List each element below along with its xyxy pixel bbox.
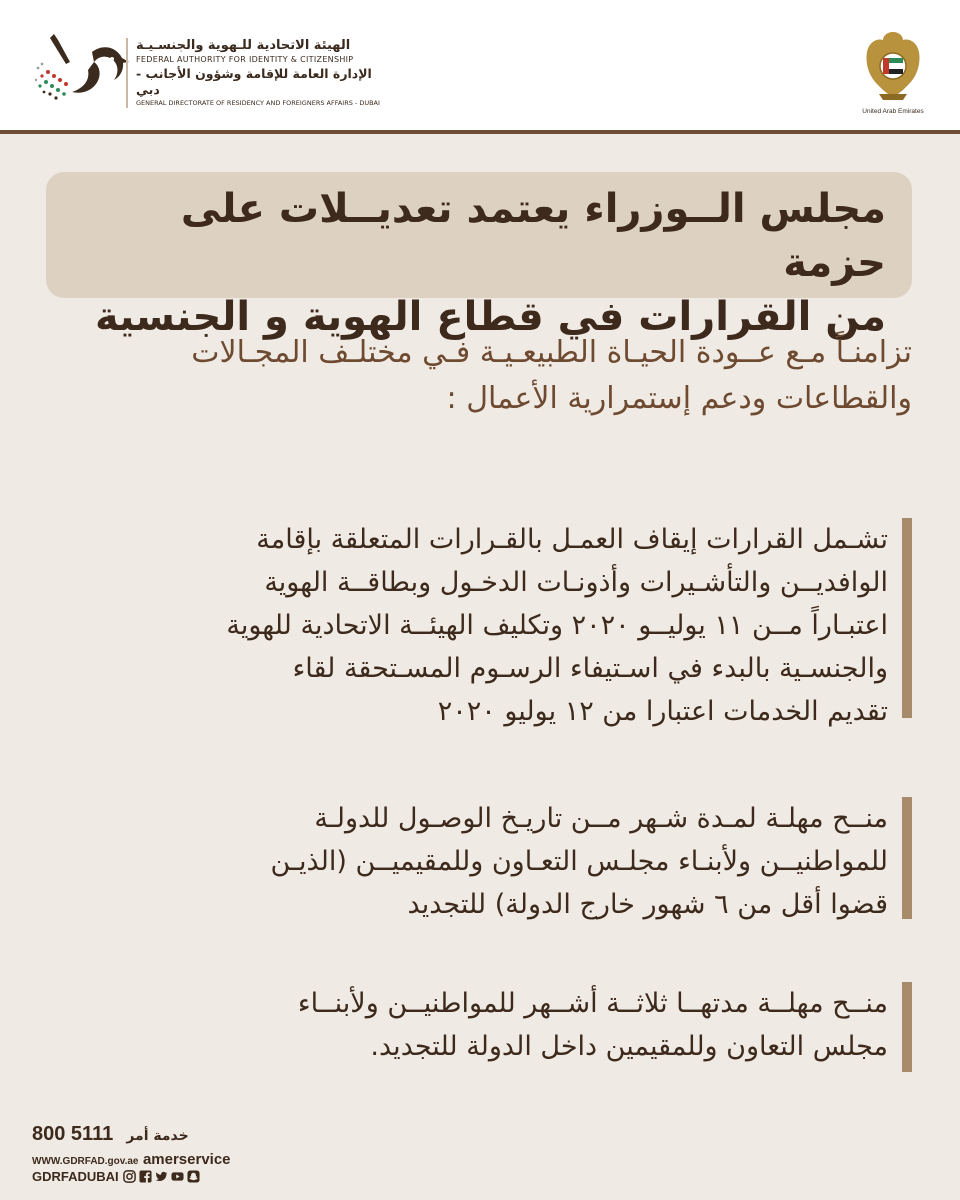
headline-line-2: من القرارات في قطاع الهوية و الجنسية xyxy=(94,294,886,340)
text-line: منــح مهلـة لمـدة شـهر مــن تاريـخ الوصـول للدولـة xyxy=(314,803,888,834)
headline xyxy=(66,182,886,344)
intro-line-1: تزامنـاً مـع عــودة الحيـاة الطبيعـيـة فـي مختلـف المجـالات xyxy=(191,335,912,370)
snapchat-icon[interactable] xyxy=(187,1170,200,1183)
uae-emblem xyxy=(858,28,928,120)
twitter-icon[interactable] xyxy=(155,1170,168,1183)
decision-block-3 xyxy=(46,982,912,1072)
text-line: للمواطنيــن ولأبنـاء مجلـس التعـاون وللمقيميــن (الذيـن xyxy=(270,846,888,877)
youtube-icon[interactable] xyxy=(171,1170,184,1183)
footer-web-row xyxy=(32,1151,231,1169)
authority-name-block xyxy=(126,38,386,108)
footer-social-row xyxy=(32,1169,203,1184)
text-line: تقديم الخدمات اعتبارا من ١٢ يوليو ٢٠٢٠ xyxy=(437,696,888,727)
intro-line-2: والقطاعات ودعم إستمرارية الأعمال : xyxy=(446,381,912,416)
header xyxy=(0,0,960,130)
text-line: الوافديــن والتأشـيرات وأذونـات الدخـول وبطاقــة الهوية xyxy=(264,567,888,598)
accent-bar xyxy=(902,797,912,919)
facebook-icon[interactable] xyxy=(139,1170,152,1183)
phone-number[interactable]: 800 5111 xyxy=(32,1123,114,1145)
intro-paragraph xyxy=(46,330,912,422)
directorate-name-ar: الإدارة العامة للإقامة وشؤون الأجانب - دبي xyxy=(136,66,372,97)
social-handle[interactable]: GDRFADUBAI xyxy=(32,1169,119,1184)
text-line: والجنسـية بالبدء في اسـتيفاء الرسـوم المسـتحقة لقاء xyxy=(292,653,888,684)
text-line: قضوا أقل من ٦ شهور خارج الدولة) للتجديد xyxy=(407,889,888,920)
footer-contact-row xyxy=(32,1123,189,1146)
directorate-name-en: GENERAL DIRECTORATE OF RESIDENCY AND FOREIGNERS AFFAIRS - DUBAI xyxy=(136,99,380,107)
instagram-icon[interactable] xyxy=(123,1170,136,1183)
text-line: مجلس التعاون وللمقيمين داخل الدولة للتجديد. xyxy=(370,1031,888,1062)
amer-service-ar: خدمة أمر xyxy=(126,1128,189,1144)
decision-text-2 xyxy=(46,797,888,926)
website-link[interactable]: WWW.GDRFAD.gov.ae xyxy=(32,1156,139,1167)
authority-name-ar: الهيئة الاتحادية للـهوية والجنسـيـة xyxy=(136,38,351,53)
header-divider xyxy=(0,130,960,134)
amerservice-label: amerservice xyxy=(142,1151,231,1168)
text-line: تشـمل القرارات إيقاف العمـل بالقـرارات المتعلقة بإقامة xyxy=(256,524,888,555)
decision-text-1 xyxy=(46,518,888,733)
accent-bar xyxy=(902,518,912,718)
authority-name-en: FEDERAL AUTHORITY FOR IDENTITY & CITIZENSHIP xyxy=(136,55,354,64)
decision-block-1 xyxy=(46,518,912,727)
emblem-caption: United Arab Emirates xyxy=(862,108,924,115)
uae-emblem-icon xyxy=(863,28,923,104)
text-line: اعتبـاراً مــن ١١ يوليــو ٢٠٢٠ وتكليف الهيئــة الاتحادية للهوية xyxy=(226,610,888,641)
falcon-logo-icon xyxy=(30,32,130,106)
headline-line-1: مجلس الــوزراء يعتمد تعديــلات على حزمة xyxy=(180,186,886,286)
footer xyxy=(32,1123,252,1189)
headline-box xyxy=(46,172,912,340)
text-line: منــح مهلــة مدتهــا ثلاثــة أشــهر للمواطنيــن ولأبنــاء xyxy=(297,988,888,1019)
decision-block-2 xyxy=(46,797,912,919)
accent-bar xyxy=(902,982,912,1072)
decision-text-3 xyxy=(46,982,888,1068)
